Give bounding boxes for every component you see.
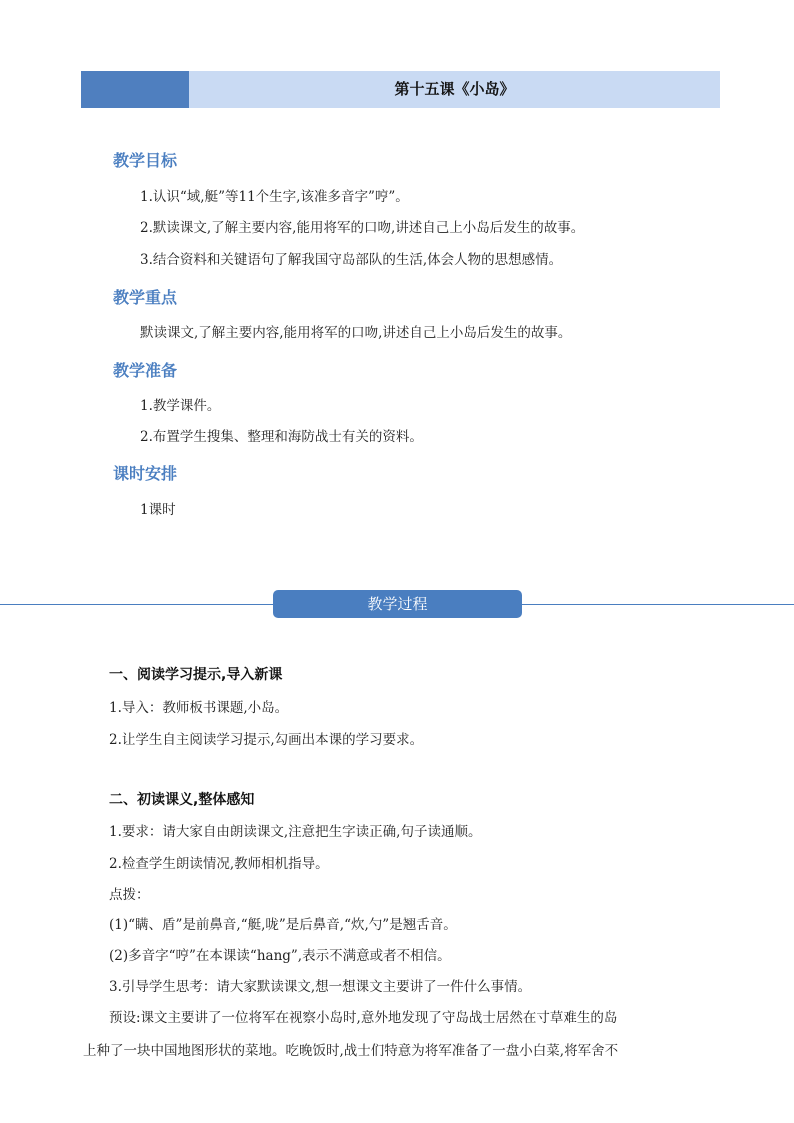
part2-heading: 二、初读课义,整体感知 <box>109 792 255 808</box>
part1-line-1: 1.导入：教师板书课题,小岛。 <box>109 700 289 716</box>
part2-line-7: 预设:课文主要讲了一位将军在视察小岛时,意外地发现了守岛战士居然在寸草难生的岛 <box>109 1010 618 1026</box>
schedule-text: 1课时 <box>140 502 176 518</box>
goal-item-3: 3.结合资料和关键语句了解我国守岛部队的生活,体会人物的思想感情。 <box>140 252 563 268</box>
part1-line-2: 2.让学生自主阅读学习提示,勾画出本课的学习要求。 <box>109 732 424 748</box>
goals-heading: 教学目标 <box>113 151 178 170</box>
schedule-heading: 课时安排 <box>113 464 178 483</box>
prep-item-1: 1.教学课件。 <box>140 398 221 414</box>
part2-line-3: 点拨： <box>109 887 150 903</box>
part2-line-1: 1.要求：请大家自由朗读课文,注意把生字读正确,句子读通顺。 <box>109 824 482 840</box>
part2-line-2: 2.检查学生朗读情况,教师相机指导。 <box>109 856 329 872</box>
divider-left <box>0 604 273 605</box>
part2-line-5: (2)多音字“哼”在本课读“hang”,表示不满意或者不相信。 <box>109 948 451 964</box>
part2-line-4: (1)“瞒、盾”是前鼻音,“艇,咙”是后鼻音,“炊,勺”是翘舌音。 <box>109 917 457 933</box>
focus-heading: 教学重点 <box>113 288 178 307</box>
prep-heading: 教学准备 <box>113 361 178 380</box>
part1-heading: 一、阅读学习提示,导入新课 <box>109 667 283 683</box>
part2-line-8: 上种了一块中国地图形状的菜地。吃晚饭时,战士们特意为将军准备了一盘小白菜,将军舍不 <box>83 1043 619 1059</box>
divider-right <box>522 604 794 605</box>
lesson-title: 第十五课《小岛》 <box>394 80 515 98</box>
prep-item-2: 2.布置学生搜集、整理和海防战士有关的资料。 <box>140 429 423 445</box>
lesson-title-bar <box>81 71 720 108</box>
part2-line-6: 3.引导学生思考：请大家默读课文,想一想课文主要讲了一件什么事情。 <box>109 979 532 995</box>
process-banner: 教学过程 <box>273 590 522 618</box>
goal-item-1: 1.认识“域,艇”等11个生字,该准多音字”哼”。 <box>140 189 409 205</box>
focus-text: 默读课文,了解主要内容,能用将军的口吻,讲述自己上小岛后发生的故事。 <box>140 325 572 341</box>
title-accent-block <box>81 71 189 108</box>
goal-item-2: 2.默读课文,了解主要内容,能用将军的口吻,讲述自己上小岛后发生的故事。 <box>140 220 585 236</box>
